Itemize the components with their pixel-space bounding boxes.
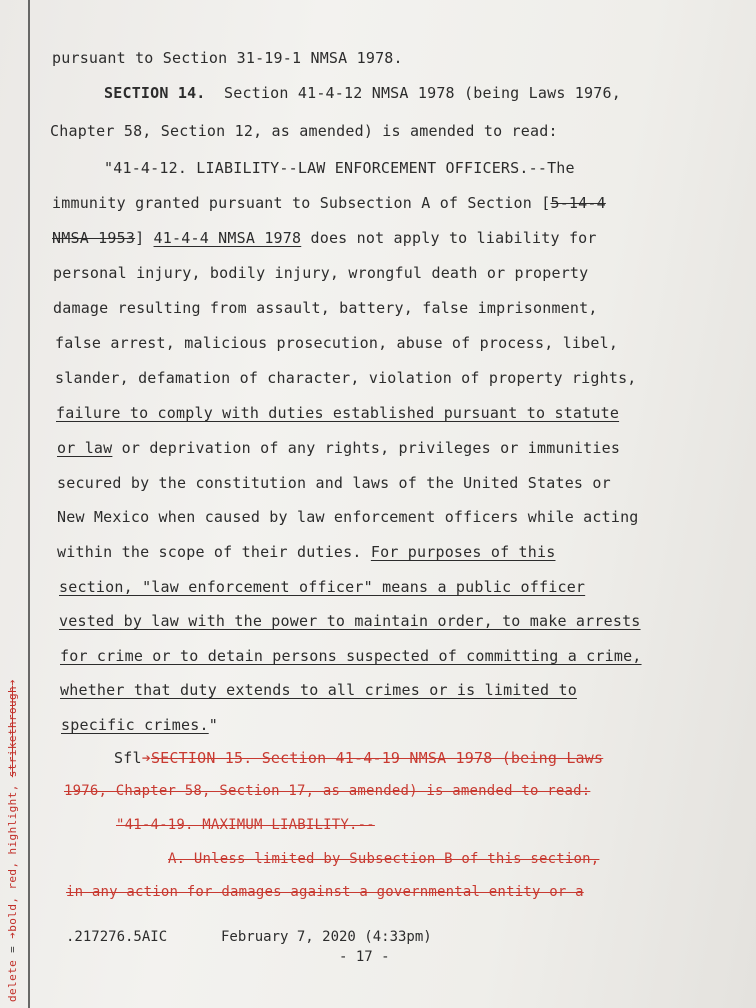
text-line: "41-4-12. LIABILITY--LAW ENFORCEMENT OFFICERS.--The <box>104 159 575 177</box>
legend-styles: bold, red, highlight, <box>6 777 19 932</box>
text-line: slander, defamation of character, violation of property rights, <box>55 369 637 387</box>
margin-rule <box>28 0 30 1008</box>
struck-red-text: 1976, Chapter 58, Section 17, as amended) is amended to read: <box>64 783 591 799</box>
underlined-text: 41-4-4 NMSA 1978 <box>153 229 302 247</box>
text-span: Sfl <box>114 749 142 767</box>
text-line <box>61 716 218 734</box>
text-span: immunity granted pursuant to Subsection A of Section [ <box>52 194 551 212</box>
struck-text: NMSA 1953 <box>52 229 136 247</box>
struck-red-text: SECTION 15. Section 41-4-19 NMSA 1978 (being Laws <box>150 749 604 767</box>
text-line: damage resulting from assault, battery, false imprisonment, <box>53 299 598 317</box>
underlined-text: section, "law enforcement officer" means a public officer <box>59 578 586 596</box>
underlined-text: for crime or to detain persons suspected of committing a crime, <box>60 647 642 665</box>
arrow-icon: ➔ <box>141 749 151 767</box>
underlined-text: For purposes of this <box>370 543 556 561</box>
text-line <box>57 543 555 561</box>
text-span: Section 41-4-12 NMSA 1978 (being Laws 1976, <box>224 84 621 102</box>
underlined-text: specific crimes. <box>61 716 209 734</box>
text-line: New Mexico when caused by law enforcement officers while acting <box>57 508 639 526</box>
underlined-text: vested by law with the power to maintain order, to make arrests <box>59 612 641 630</box>
legend-strikethrough: strikethrough <box>6 685 19 778</box>
section-heading: SECTION 14. <box>104 84 206 102</box>
document-id: .217276.5AIC <box>66 929 168 945</box>
struck-red-text: in any action for damages against a governmental entity or a <box>66 884 584 900</box>
text-line <box>52 229 597 247</box>
text-span: " <box>208 716 218 734</box>
text-span: ] <box>135 229 145 247</box>
struck-text: 5-14-4 <box>550 194 606 212</box>
text-line <box>114 749 603 767</box>
underlined-text: or law <box>57 439 113 457</box>
text-line: pursuant to Section 31-19-1 NMSA 1978. <box>52 49 403 67</box>
underlined-text: whether that duty extends to all crimes or is limited to <box>60 681 577 699</box>
text-line <box>57 439 620 457</box>
legend-delete: delete <box>6 959 19 1002</box>
page-number: - 17 - <box>339 949 390 965</box>
text-span: does not apply to liability for <box>301 229 597 247</box>
struck-red-text: "41-4-19. MAXIMUM LIABILITY.-- <box>116 817 375 833</box>
underlined-text: failure to comply with duties established pursuant to statute <box>56 404 620 422</box>
text-line: Chapter 58, Section 12, as amended) is amended to read: <box>50 122 558 140</box>
text-line <box>104 84 621 102</box>
text-line: secured by the constitution and laws of the United States or <box>57 474 611 492</box>
struck-red-text: A. Unless limited by Subsection B of this section, <box>168 851 600 867</box>
text-span: or deprivation of any rights, privileges or immunities <box>112 439 621 457</box>
text-line: false arrest, malicious prosecution, abuse of process, libel, <box>55 334 619 352</box>
text-line <box>52 194 606 212</box>
legend-arrow-end-icon: ➔ <box>6 678 19 686</box>
markup-legend <box>6 679 19 1002</box>
text-line: personal injury, bodily injury, wrongful death or property <box>53 264 589 282</box>
legend-arrow-icon: ➔ <box>6 931 19 939</box>
text-span: within the scope of their duties. <box>57 543 371 561</box>
document-date: February 7, 2020 (4:33pm) <box>221 929 432 945</box>
legend-equals: = <box>6 938 19 960</box>
